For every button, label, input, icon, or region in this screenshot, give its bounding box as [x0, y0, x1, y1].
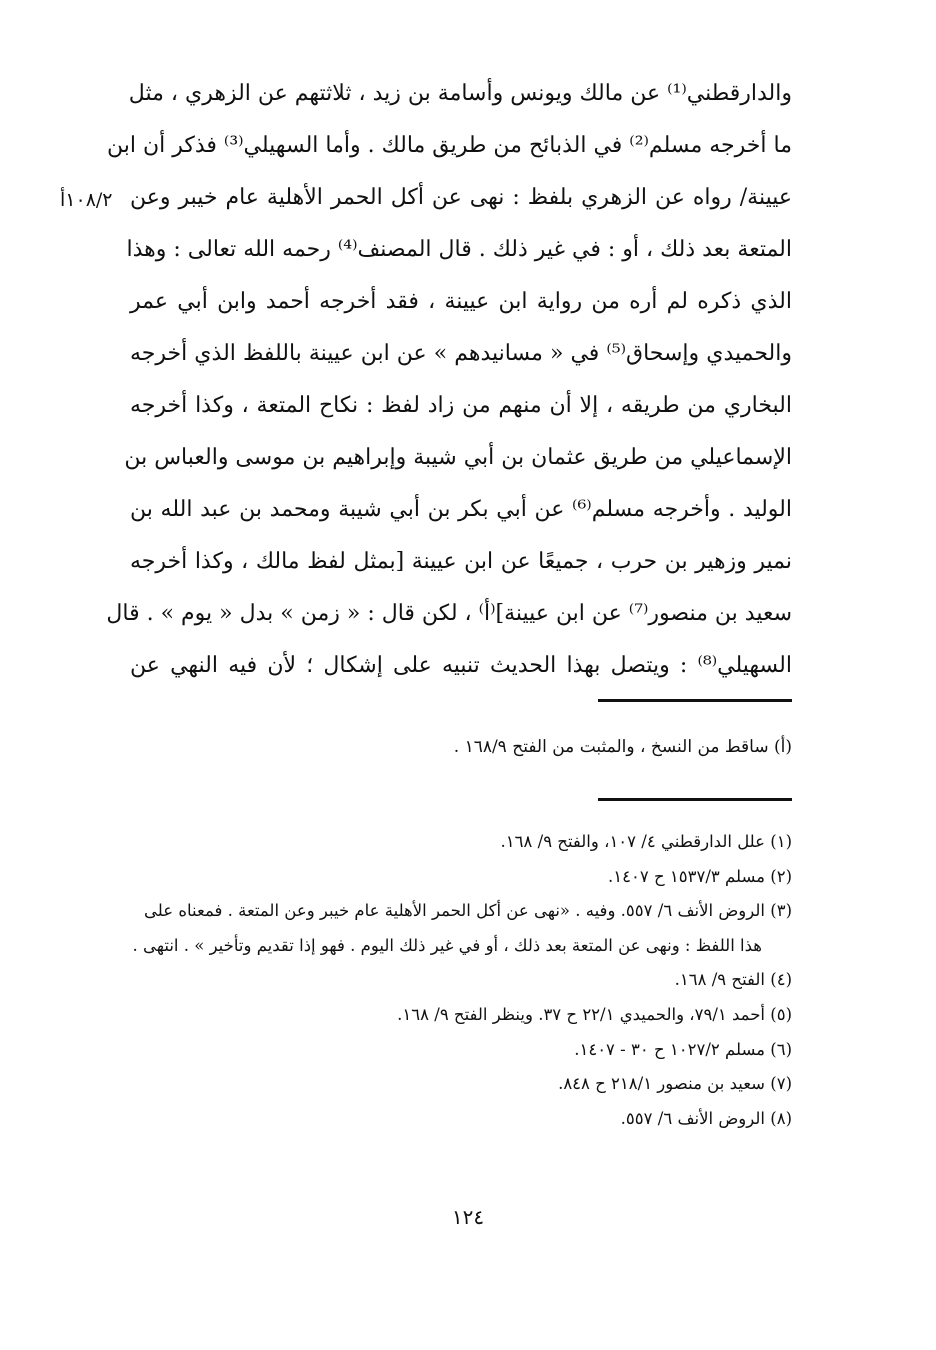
footnotes: [130, 825, 792, 1136]
text-line: والحميدي وإسحاق⁽⁵⁾ في « مسانيدهم » عن ابن عيينة باللفظ الذي أخرجه: [130, 341, 792, 366]
footnotes-divider: [598, 798, 792, 801]
editor-note-divider: [598, 699, 792, 702]
editor-note: (أ) ساقط من النسخ ، والمثبت من الفتح ١٦٨/٩ .: [453, 737, 792, 757]
text-line: المتعة بعد ذلك ، أو : في غير ذلك . قال المصنف⁽⁴⁾ رحمه الله تعالى : وهذا: [126, 237, 792, 262]
footnote-continuation: هذا اللفظ : ونهى عن المتعة بعد ذلك ، أو في غير ذلك اليوم . فهو إذا تقديم وتأخير » . انتهى .: [132, 935, 762, 955]
text-line: ما أخرجه مسلم⁽²⁾ في الذبائح من طريق مالك . وأما السهيلي⁽³⁾ فذكر أن ابن: [107, 133, 792, 158]
footnote: (١) علل الدارقطني ٤/ ١٠٧، والفتح ٩/ ١٦٨.: [500, 832, 792, 851]
text-line: السهيلي⁽⁸⁾ : ويتصل بهذا الحديث تنبيه على إشكال ؛ لأن فيه النهي عن: [130, 653, 792, 678]
text-line: البخاري من طريقه ، إلا أن منهم من زاد لفظ : نكاح المتعة ، وكذا أخرجه: [130, 393, 792, 418]
footnote: (٧) سعيد بن منصور ٢١٨/١ ح ٨٤٨.: [558, 1074, 792, 1094]
footnote: (٣) الروض الأنف ٦/ ٥٥٧. وفيه . «نهى عن أكل الحمر الأهلية عام خيبر وعن المتعة . فمعناه على: [144, 901, 792, 921]
footnote: (٥) أحمد ٧٩/١، والحميدي ٢٢/١ ح ٣٧. وينظر الفتح ٩/ ١٦٨.: [397, 1004, 792, 1024]
text-line: سعيد بن منصور⁽⁷⁾ عن ابن عيينة]⁽أ⁾ ، لكن قال : « زمن » بدل « يوم » . قال: [106, 601, 792, 626]
footnote: (٤) الفتح ٩/ ١٦٨.: [674, 970, 792, 990]
page-number: ١٢٤: [451, 1205, 485, 1229]
text-line: الوليد . وأخرجه مسلم⁽⁶⁾ عن أبي بكر بن أبي شيبة ومحمد بن عبد الله بن: [130, 497, 792, 522]
footnote: (٦) مسلم ١٠٢٧/٢ ح ٣٠ - ١٤٠٧.: [574, 1039, 792, 1059]
text-line: الإسماعيلي من طريق عثمان بن أبي شيبة وإبراهيم بن موسى والعباس بن: [124, 445, 792, 470]
text-line: الذي ذكره لم أره من رواية ابن عيينة ، فقد أخرجه أحمد وابن أبي عمر: [130, 289, 792, 314]
footnote: (٨) الروض الأنف ٦/ ٥٥٧.: [620, 1108, 792, 1128]
text-line: نمير وزهير بن حرب ، جميعًا عن ابن عيينة [بمثل لفظ مالك ، وكذا أخرجه: [130, 549, 792, 574]
footnote: (٢) مسلم ١٥٣٧/٣ ح ١٤٠٧.: [608, 866, 792, 886]
text-line: عيينة/ رواه عن الزهري بلفظ : نهى عن أكل الحمر الأهلية عام خيبر وعن: [130, 185, 792, 210]
text-line: والدارقطني⁽¹⁾ عن مالك ويونس وأسامة بن زيد ، ثلاثتهم عن الزهري ، مثل: [128, 81, 792, 106]
manuscript-folio-marker: ١٠٨/٢أ: [60, 189, 113, 211]
main-text: [106, 68, 792, 692]
